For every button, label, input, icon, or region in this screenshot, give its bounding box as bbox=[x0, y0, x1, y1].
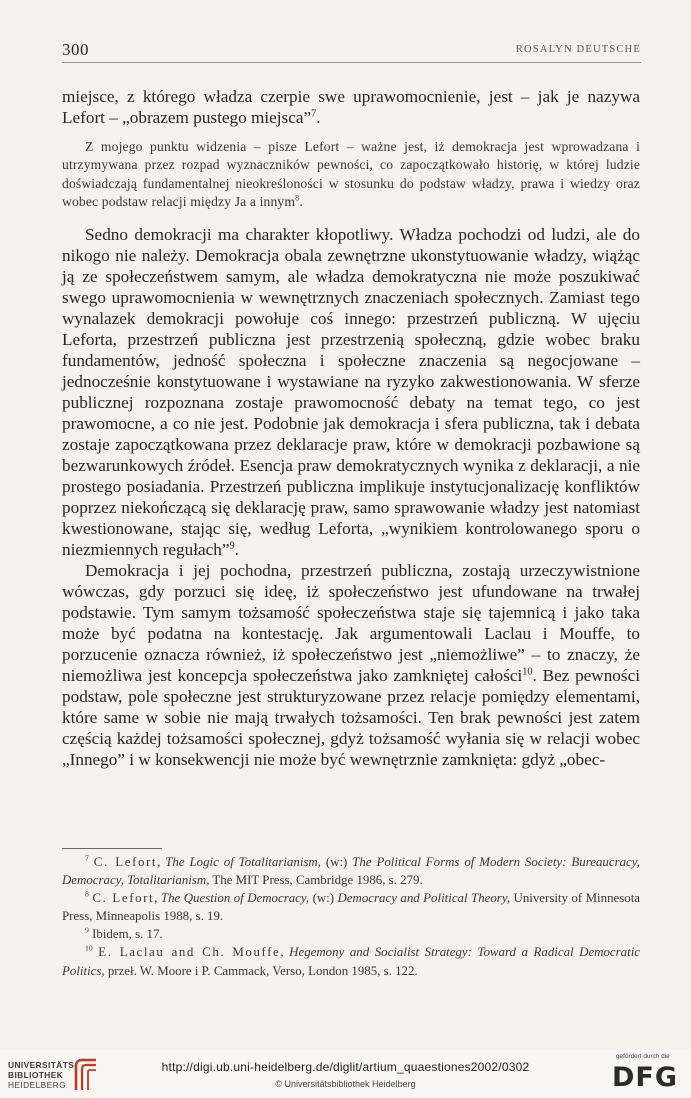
source-url[interactable]: http://digi.ub.uni-heidelberg.de/diglit/artium_quaestiones2002/0302 bbox=[161, 1060, 530, 1074]
footnote-9: $^9$ Ibidem, s. 17. bbox=[85, 926, 163, 942]
paragraph-3: Demokracja i jej pochodna, przestrzeń publiczna, zostają urzeczywistnione wówczas, gdy porzuci się ideę, iż społeczeństwo jest ufundowane na trwałej podstawie. Tym samym tożsamość społeczeństwa staje się tajemnicą i jako taka może być podatna na kontestację. Jak argumentowali Laclau i Mouffe, to porzucenie oznacza również, iż społeczeństwo jest „niemożliwe” – to znaczy, że niemożliwa jest koncepcja społeczeństwa jako zamkniętej całości$^{10}$. Bez pewności podstaw, pole społeczne jest strukturyzowane przez relacje pomiędzy elementami, które same w sobie nie mają trwałych tożsamości. Ten brak pewności jest zatem częścią każdej tożsamości społecznej, gdyż tożsamość wyłania się w relacji wobec „Innego” i w konsekwencji nie może być wewnętrznie zamknięta: gdyż „obec- bbox=[62, 560, 640, 769]
footnote-rule bbox=[62, 848, 162, 849]
copyright-notice: © Universitätsbibliothek Heidelberg bbox=[275, 1079, 416, 1089]
page-header bbox=[62, 40, 641, 63]
paragraph-1: miejsce, z którego władza czerpie swe uprawomocnienie, jest – jak je nazywa Lefort – „obrazem pustego miejsca”$^7$. bbox=[62, 87, 640, 127]
dfg-logo[interactable]: DFG bbox=[612, 1062, 679, 1093]
footnote-ref-10[interactable]: 10 bbox=[522, 665, 533, 677]
footnote-10: $^{10}$ E. Laclau and Ch. Mouffe, Hegemony and Socialist Strategy: Toward a Radical Democratic Politics, przeł. W. Moore i P. Cammack, Verso, London 1985, s. 122. bbox=[62, 944, 640, 978]
main-text bbox=[62, 86, 640, 770]
library-logo[interactable]: UNIVERSITÄTS- BIBLIOTHEK HEIDELBERG bbox=[8, 1058, 138, 1098]
footnote-7: $^7$ C. Lefort, The Logic of Totalitarianism, (w:) The Political Forms of Modern Society: Bureaucracy, Democracy, Totalitarianism, The MIT Press, Cambridge 1986, s. 279. bbox=[62, 853, 640, 888]
footnotes bbox=[62, 853, 640, 980]
footnote-ref-7[interactable]: 7 bbox=[311, 108, 317, 120]
dfg-caption: gefördert durch die bbox=[616, 1053, 670, 1060]
footnote-ref-9[interactable]: 9 bbox=[229, 539, 235, 551]
running-head: ROSALYN DEUTSCHE bbox=[515, 44, 641, 55]
paragraph-2: Sedno demokracji ma charakter kłopotliwy. Władza pochodzi od ludzi, ale do nikogo nie należy. Demokracja obala zewnętrzne ukonstytuowanie władzy, wiążąc ją ze społeczeństwem samym, ale władza demokratyczna nie może poszukiwać swego uprawomocnienia w wewnętrznych znaczeniach społecznych. Zamiast tego wynalazek demokracji powołuje coś innego: przestrzeń publiczną. W ujęciu Leforta, przestrzeń publiczna jest przestrzenią społeczną, gdzie wobec braku fundamentów, jedność społeczna i społeczne znaczenia są negocjowane – jednocześnie konstytuowane i wystawiane na ryzyko zakwestionowania. W sferze publicznej rozpoznana zostaje prawomocność debaty na temat tego, co jest prawomocne, a co nie jest. Podobnie jak demokracja i sfera publiczna, tak i debata zostaje zapoczątkowana przez deklaracje praw, które w demokracji pozbawione są bezwarunkowych źródeł. Esencja praw demokratycznych wynika z deklaracji, a nie prostego posiadania. Przestrzeń publiczna implikuje instytucjonalizację konfliktów poprzez niekończącą się deklarację praw, samo sprawowanie władzy jest natomiast kwestionowane, stając się, według Leforta, „wynikiem kontrolowanego sporu o niezmiennych regułach”$^9$. bbox=[62, 224, 640, 559]
page-number: 300 bbox=[62, 40, 89, 59]
block-quote: Z mojego punktu widzenia – pisze Lefort – ważne jest, iż demokracja jest wprowadzana i utrzymywana przez rozpad wyznaczników pewności, co zapoczątkowało historię, w której ludzie doświadczają fundamentalnej nieokreśloności w stosunku do podstaw władzy, prawa i wiedzy oraz wobec podstaw relacji między Ja a innym$^8$. bbox=[62, 139, 640, 210]
footnote-ref-8[interactable]: 8 bbox=[295, 193, 300, 203]
digitization-footer bbox=[0, 1050, 691, 1098]
footnote-8: $^8$ C. Lefort, The Question of Democracy, (w:) Democracy and Political Theory, University of Minnesota Press, Minneapolis 1988, s. 19. bbox=[62, 889, 641, 924]
